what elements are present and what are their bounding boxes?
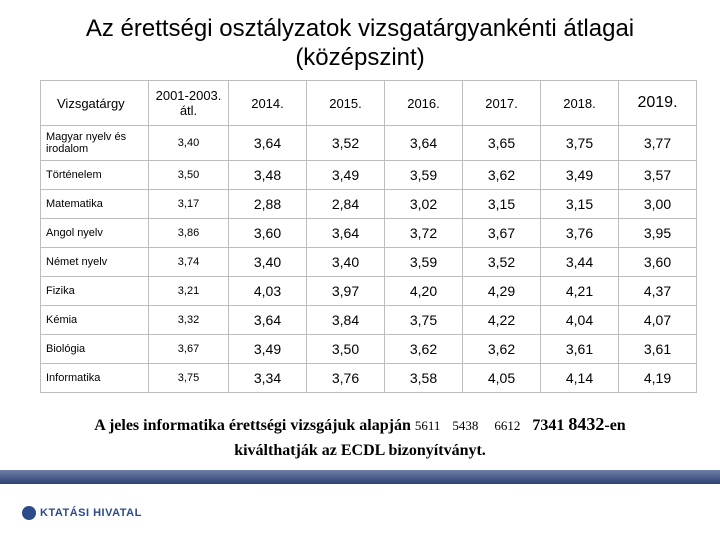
- table-row: [41, 277, 697, 306]
- subject-cell: Fizika: [41, 277, 149, 306]
- value-cell: 4,04: [541, 306, 619, 335]
- table-row: [41, 219, 697, 248]
- value-cell: 3,75: [149, 364, 229, 393]
- value-cell: 3,59: [385, 161, 463, 190]
- value-cell: 3,34: [229, 364, 307, 393]
- value-cell: 4,19: [619, 364, 697, 393]
- value-cell: 3,49: [541, 161, 619, 190]
- subject-cell: Biológia: [41, 335, 149, 364]
- value-cell: 3,62: [463, 335, 541, 364]
- header-2019: 2019.: [619, 81, 697, 126]
- subject-cell: Kémia: [41, 306, 149, 335]
- value-cell: 3,40: [229, 248, 307, 277]
- logo-text: KTATÁSI HIVATAL: [40, 507, 142, 519]
- header-2016: 2016.: [385, 81, 463, 126]
- value-cell: 3,76: [307, 364, 385, 393]
- value-cell: 3,62: [463, 161, 541, 190]
- table-row: [41, 306, 697, 335]
- table-row: [41, 335, 697, 364]
- value-cell: 4,03: [229, 277, 307, 306]
- value-cell: 3,65: [463, 126, 541, 161]
- value-cell: 3,60: [619, 248, 697, 277]
- value-cell: 3,15: [463, 190, 541, 219]
- note-suffix: -en: [604, 417, 626, 434]
- value-cell: 3,62: [385, 335, 463, 364]
- header-2014: 2014.: [229, 81, 307, 126]
- note-number-2: 5438: [452, 418, 479, 433]
- note-number-4: 7341: [532, 417, 565, 434]
- header-subject: Vizsgatárgy: [41, 81, 149, 126]
- value-cell: 3,67: [149, 335, 229, 364]
- value-cell: 4,05: [463, 364, 541, 393]
- value-cell: 3,86: [149, 219, 229, 248]
- subject-cell: Történelem: [41, 161, 149, 190]
- footer-band: [0, 470, 720, 484]
- header-2018: 2018.: [541, 81, 619, 126]
- value-cell: 3,64: [229, 126, 307, 161]
- value-cell: 3,95: [619, 219, 697, 248]
- value-cell: 3,21: [149, 277, 229, 306]
- header-2001-2003: 2001-2003. átl.: [149, 81, 229, 126]
- value-cell: 3,76: [541, 219, 619, 248]
- value-cell: 2,88: [229, 190, 307, 219]
- value-cell: 3,75: [541, 126, 619, 161]
- note-line-2: kiválthatják az ECDL bizonyítványt.: [234, 442, 486, 459]
- logo-mark-icon: [22, 506, 36, 520]
- subject-cell: Német nyelv: [41, 248, 149, 277]
- value-cell: 3,50: [307, 335, 385, 364]
- value-cell: 3,64: [307, 219, 385, 248]
- note-number-1: 5611: [414, 418, 441, 433]
- value-cell: 4,29: [463, 277, 541, 306]
- subject-cell: Informatika: [41, 364, 149, 393]
- value-cell: 3,52: [463, 248, 541, 277]
- value-cell: 4,21: [541, 277, 619, 306]
- note-number-3: 6612: [494, 418, 521, 433]
- value-cell: 3,49: [229, 335, 307, 364]
- value-cell: 3,15: [541, 190, 619, 219]
- note-number-5: 8432: [568, 414, 605, 434]
- value-cell: 3,00: [619, 190, 697, 219]
- table-row: [41, 190, 697, 219]
- table-row: [41, 248, 697, 277]
- value-cell: 2,84: [307, 190, 385, 219]
- oktatasi-hivatal-logo: [22, 504, 142, 522]
- value-cell: 3,72: [385, 219, 463, 248]
- value-cell: 3,58: [385, 364, 463, 393]
- title-line-2: (középszint): [295, 44, 425, 71]
- value-cell: 3,17: [149, 190, 229, 219]
- value-cell: 3,59: [385, 248, 463, 277]
- subject-cell: Magyar nyelv és irodalom: [41, 126, 149, 161]
- value-cell: 3,02: [385, 190, 463, 219]
- subject-cell: Matematika: [41, 190, 149, 219]
- value-cell: 3,67: [463, 219, 541, 248]
- value-cell: 3,75: [385, 306, 463, 335]
- value-cell: 3,61: [619, 335, 697, 364]
- header-2015: 2015.: [307, 81, 385, 126]
- value-cell: 3,97: [307, 277, 385, 306]
- table-row: [41, 364, 697, 393]
- table-body: [41, 126, 697, 393]
- value-cell: 3,40: [307, 248, 385, 277]
- value-cell: 4,22: [463, 306, 541, 335]
- title-line-1: Az érettségi osztályzatok vizsgatárgyankénti átlagai: [85, 15, 635, 42]
- table-row: [41, 161, 697, 190]
- value-cell: 3,40: [149, 126, 229, 161]
- value-cell: 3,64: [229, 306, 307, 335]
- value-cell: 3,57: [619, 161, 697, 190]
- value-cell: 4,14: [541, 364, 619, 393]
- value-cell: 3,52: [307, 126, 385, 161]
- value-cell: 3,60: [229, 219, 307, 248]
- value-cell: 3,84: [307, 306, 385, 335]
- header-2017: 2017.: [463, 81, 541, 126]
- table-row: [41, 126, 697, 161]
- value-cell: 3,64: [385, 126, 463, 161]
- value-cell: 3,77: [619, 126, 697, 161]
- value-cell: 3,32: [149, 306, 229, 335]
- value-cell: 4,37: [619, 277, 697, 306]
- subject-cell: Angol nyelv: [41, 219, 149, 248]
- note-text: A jeles informatika érettségi vizsgájuk alapján: [94, 417, 411, 434]
- table-header-row: [41, 81, 697, 126]
- value-cell: 3,44: [541, 248, 619, 277]
- value-cell: 4,20: [385, 277, 463, 306]
- value-cell: 3,74: [149, 248, 229, 277]
- note-line-1: [20, 414, 700, 435]
- value-cell: 4,07: [619, 306, 697, 335]
- value-cell: 3,48: [229, 161, 307, 190]
- value-cell: 3,49: [307, 161, 385, 190]
- page-title: [0, 14, 720, 72]
- value-cell: 3,61: [541, 335, 619, 364]
- value-cell: 3,50: [149, 161, 229, 190]
- grades-table: [40, 80, 697, 393]
